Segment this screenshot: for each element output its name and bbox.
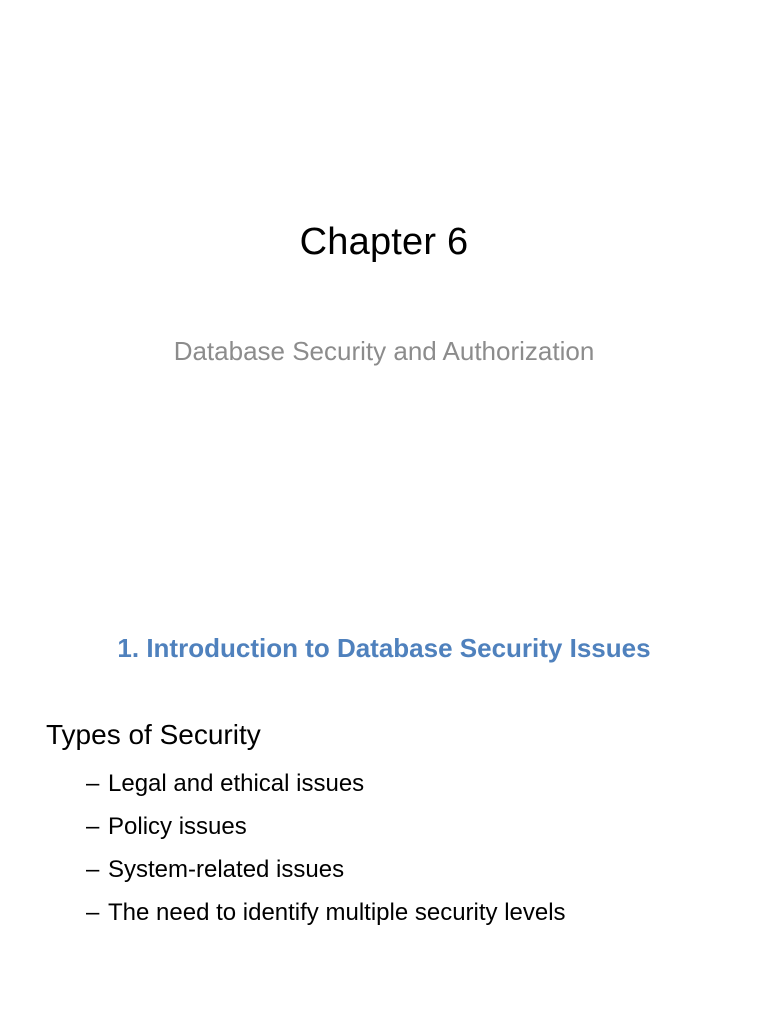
security-types-list	[86, 762, 566, 934]
bullet-dash: –	[86, 770, 100, 797]
bullet-dash: –	[86, 899, 100, 926]
bullet-dash: –	[86, 856, 100, 883]
content-slide	[0, 560, 768, 1024]
list-item	[86, 891, 566, 934]
list-item-text: Policy issues	[108, 813, 247, 840]
chapter-title: Chapter 6	[299, 221, 469, 263]
section-heading: 1. Introduction to Database Security Issues	[117, 633, 651, 663]
chapter-subtitle: Database Security and Authorization	[173, 336, 595, 366]
title-slide	[0, 0, 768, 500]
list-item-text: System-related issues	[108, 856, 345, 883]
bullet-dash: –	[86, 813, 100, 840]
list-item-text: Legal and ethical issues	[108, 770, 365, 797]
list-item	[86, 848, 566, 891]
list-heading: Types of Security	[46, 719, 261, 750]
list-item-text: The need to identify multiple security levels	[108, 899, 566, 926]
list-item	[86, 762, 566, 805]
list-item	[86, 805, 566, 848]
